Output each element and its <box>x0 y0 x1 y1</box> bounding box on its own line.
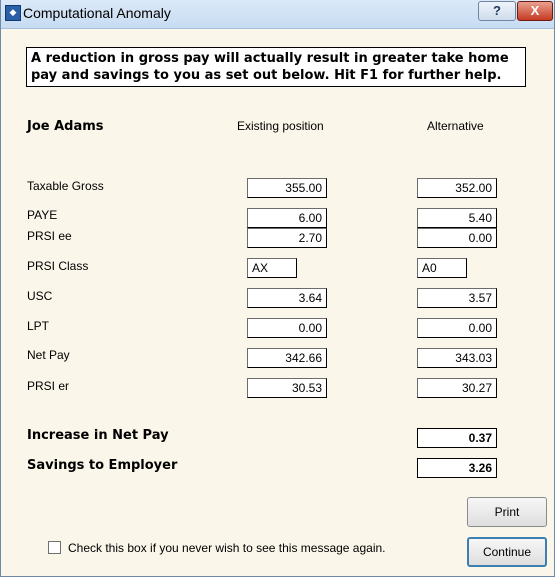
employee-name: Joe Adams <box>27 119 104 134</box>
paye-alternative-field[interactable]: 5.40 <box>417 208 497 228</box>
title-bar <box>1 0 554 29</box>
continue-button[interactable]: Continue <box>467 537 547 567</box>
taxable-gross-alternative-field[interactable]: 352.00 <box>417 178 497 198</box>
usc-existing-field[interactable]: 3.64 <box>247 288 327 308</box>
prsi-er-alternative-field[interactable]: 30.27 <box>417 378 497 398</box>
net-pay-existing-field[interactable]: 342.66 <box>247 348 327 368</box>
taxable-gross-existing-field[interactable]: 355.00 <box>247 178 327 198</box>
dont-show-again-label: Check this box if you never wish to see this message again. <box>68 541 386 555</box>
window-title: Computational Anomaly <box>23 5 171 21</box>
lpt-alternative-field[interactable]: 0.00 <box>417 318 497 338</box>
savings-employer-label: Savings to Employer <box>27 458 178 473</box>
anomaly-message: A reduction in gross pay will actually result in greater take home pay and savings to you as set out below. Hit F1 for further help. <box>26 47 526 87</box>
prsi-er-existing-field[interactable]: 30.53 <box>247 378 327 398</box>
prsi-class-existing-field[interactable]: AX <box>247 258 297 278</box>
paye-label: PAYE <box>27 208 58 222</box>
usc-label: USC <box>27 289 53 303</box>
help-button[interactable]: ? <box>478 1 516 21</box>
close-button[interactable]: X <box>517 1 553 21</box>
usc-alternative-field[interactable]: 3.57 <box>417 288 497 308</box>
lpt-existing-field[interactable]: 0.00 <box>247 318 327 338</box>
app-icon: ◆ <box>5 5 21 21</box>
lpt-label: LPT <box>27 319 50 333</box>
alternative-column-header: Alternative <box>427 119 484 133</box>
dont-show-again-checkbox[interactable] <box>48 541 61 554</box>
existing-column-header: Existing position <box>237 119 324 133</box>
prsi-class-label: PRSI Class <box>27 259 89 273</box>
prsi-er-label: PRSI er <box>27 379 70 393</box>
increase-net-pay-label: Increase in Net Pay <box>27 428 169 443</box>
net-pay-label: Net Pay <box>27 348 70 362</box>
prsi-class-alternative-field[interactable]: A0 <box>417 258 467 278</box>
net-pay-alternative-field[interactable]: 343.03 <box>417 348 497 368</box>
print-button[interactable]: Print <box>467 497 547 527</box>
savings-employer-field[interactable]: 3.26 <box>417 458 497 478</box>
paye-existing-field[interactable]: 6.00 <box>247 208 327 228</box>
prsi-ee-existing-field[interactable]: 2.70 <box>247 228 327 248</box>
prsi-ee-label: PRSI ee <box>27 229 72 243</box>
taxable-gross-label: Taxable Gross <box>27 179 104 193</box>
prsi-ee-alternative-field[interactable]: 0.00 <box>417 228 497 248</box>
increase-net-pay-field[interactable]: 0.37 <box>417 428 497 448</box>
